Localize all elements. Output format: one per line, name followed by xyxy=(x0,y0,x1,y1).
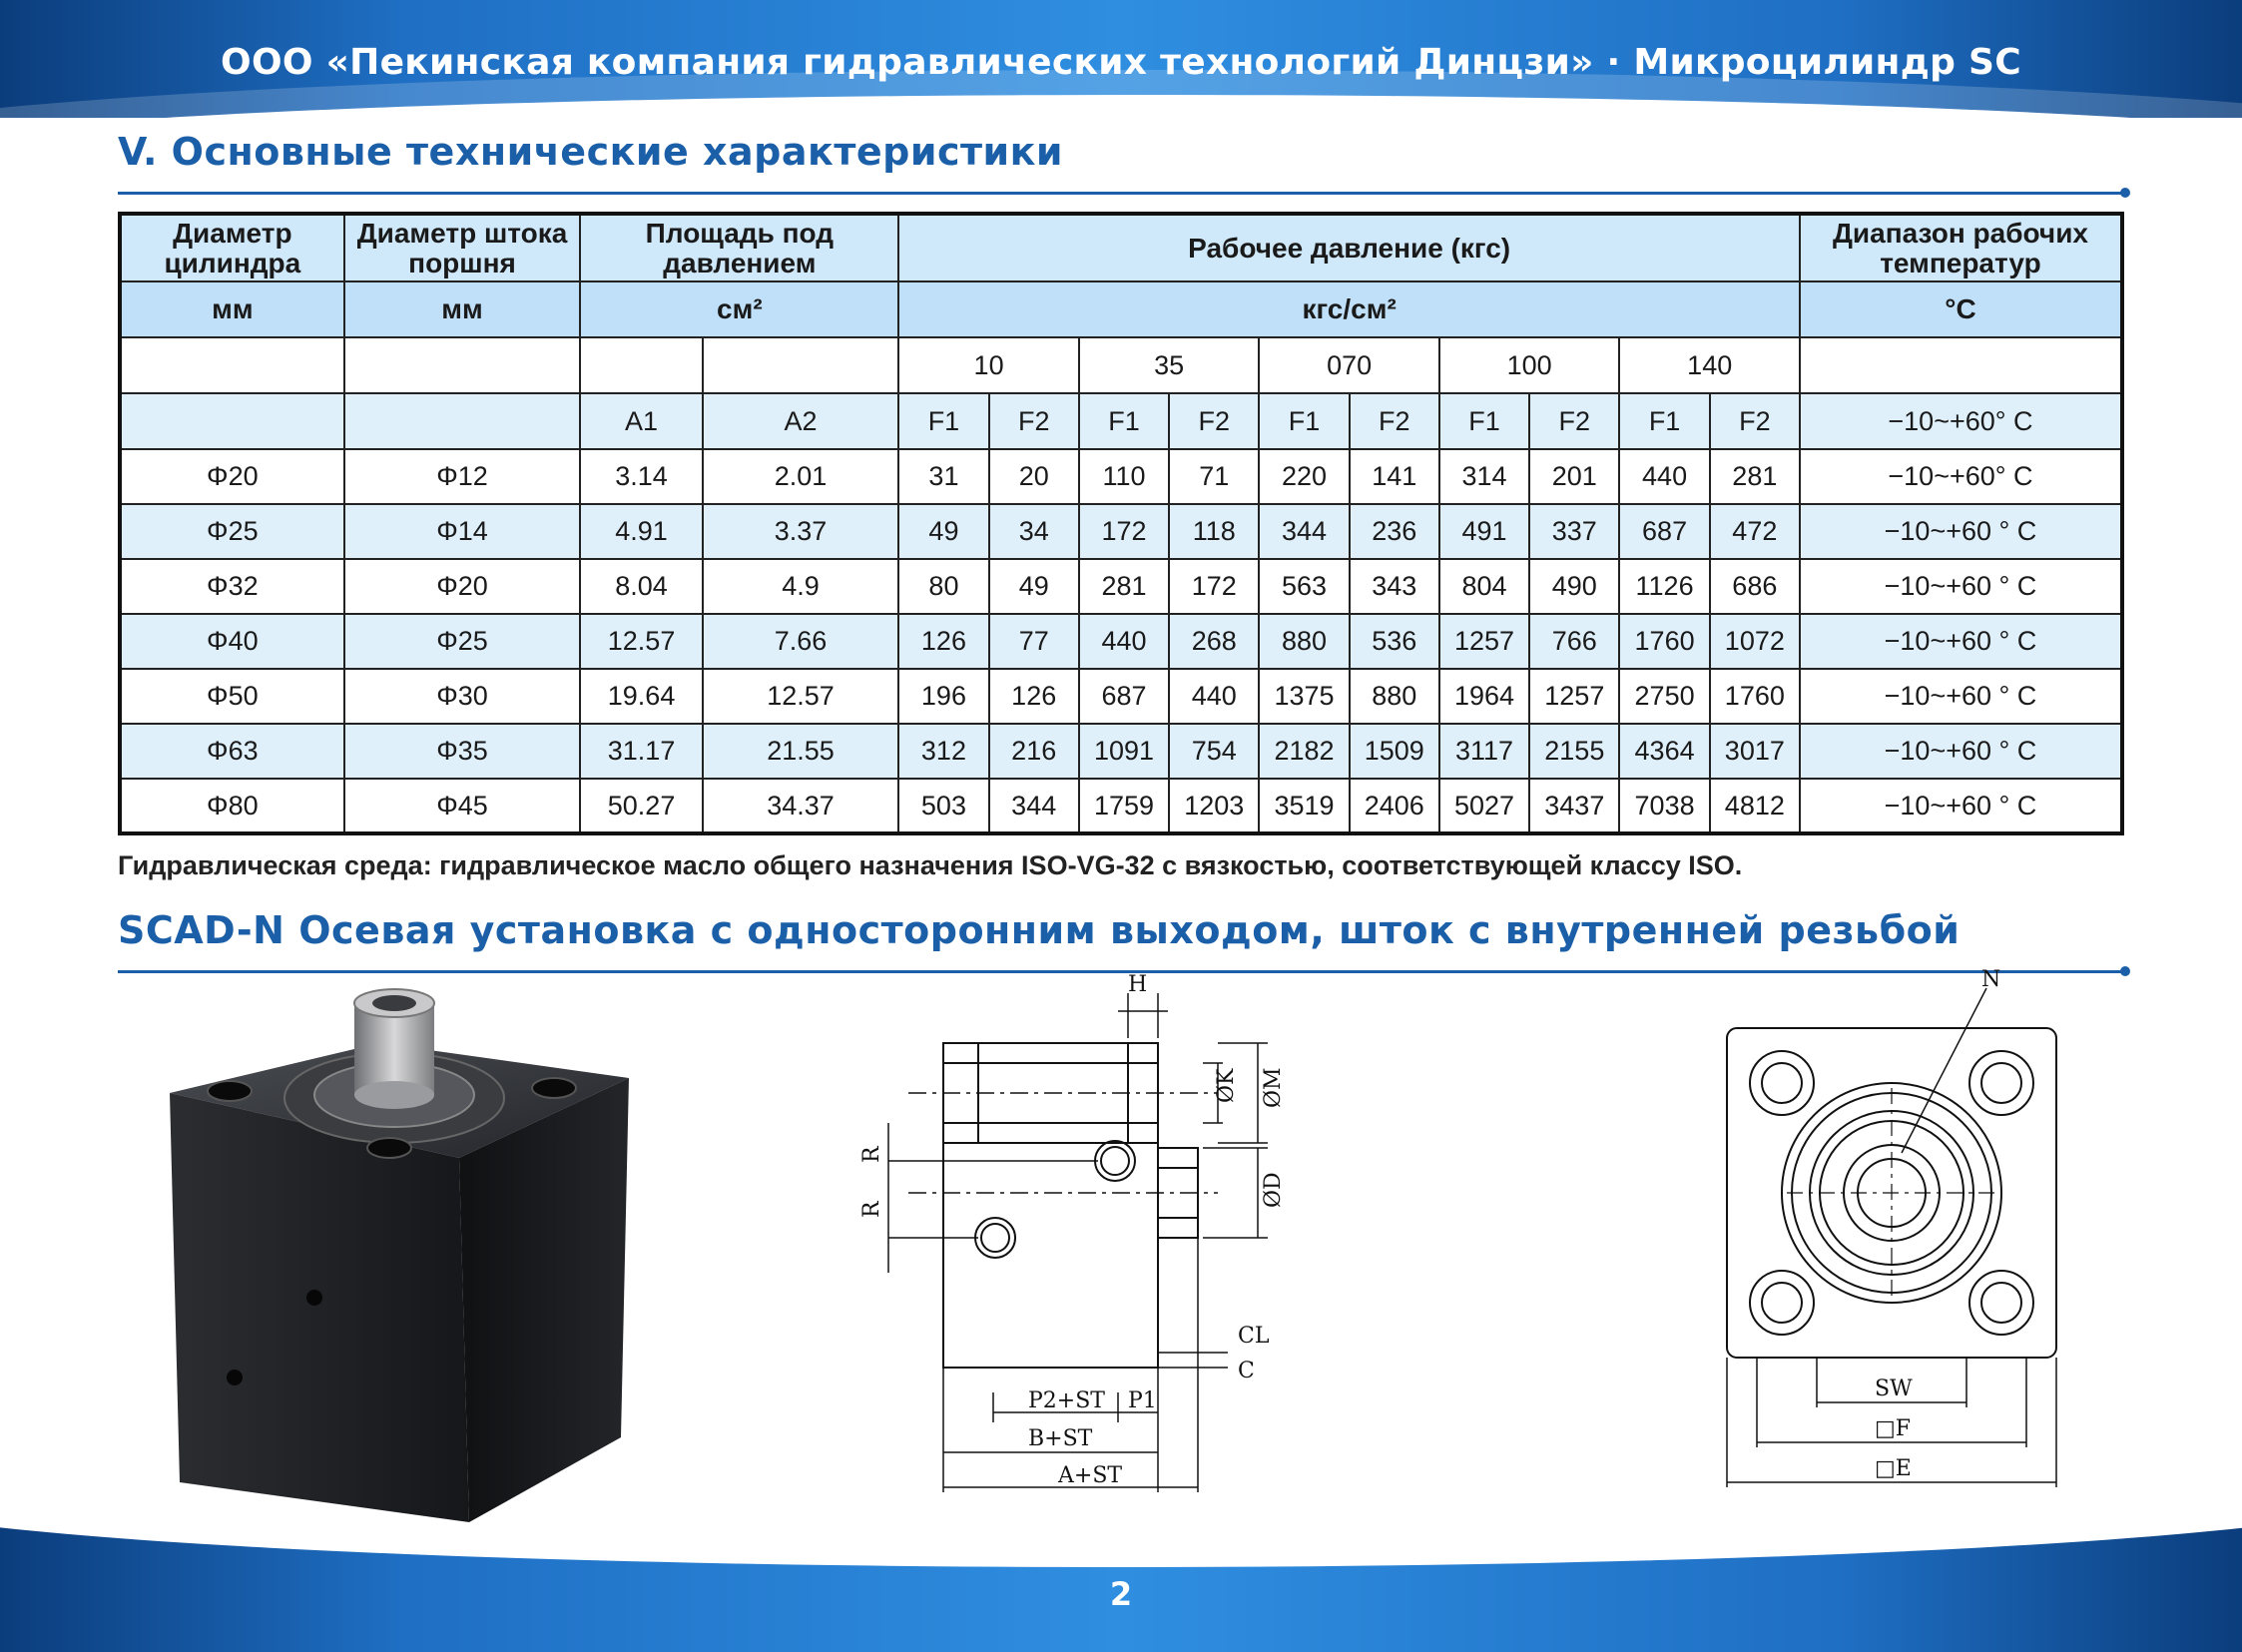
force-cell: 126 xyxy=(898,614,988,669)
force-cell: 1257 xyxy=(1439,614,1529,669)
a2-cell: 3.37 xyxy=(703,504,899,559)
pressure-value: 140 xyxy=(1619,337,1800,393)
a1-cell: 4.91 xyxy=(580,504,702,559)
force-cell: 236 xyxy=(1350,504,1439,559)
empty-cell xyxy=(120,393,344,449)
temp-range: −10~+60° C xyxy=(1800,393,2122,449)
table-row xyxy=(120,614,2122,669)
force-cell: 2750 xyxy=(1619,669,1709,724)
a1-cell: 3.14 xyxy=(580,449,702,504)
header-bore: Диаметр цилиндра xyxy=(120,214,344,281)
force-cell: 3519 xyxy=(1259,779,1349,833)
force-cell: 804 xyxy=(1439,559,1529,614)
force-cell: 440 xyxy=(1169,669,1259,724)
force-cell: 49 xyxy=(898,504,988,559)
photo-front-face xyxy=(170,1093,469,1522)
force-cell: 536 xyxy=(1350,614,1439,669)
a2-cell: 21.55 xyxy=(703,724,899,779)
a1-cell: 8.04 xyxy=(580,559,702,614)
force-cell: 1072 xyxy=(1710,614,1800,669)
force-cell: 686 xyxy=(1710,559,1800,614)
temp-cell: −10~+60 ° C xyxy=(1800,669,2122,724)
dim-CL: CL xyxy=(1238,1324,1270,1349)
force-cell: 687 xyxy=(1079,669,1169,724)
bore-cell: Φ80 xyxy=(120,779,344,833)
force-cell: 5027 xyxy=(1439,779,1529,833)
dim-D: ØD xyxy=(1261,1172,1286,1208)
force-cell: 2182 xyxy=(1259,724,1349,779)
force-cell: 503 xyxy=(898,779,988,833)
cylinder-photo xyxy=(160,983,639,1522)
unit-rod: мм xyxy=(344,281,581,337)
force-cell: 126 xyxy=(989,669,1079,724)
empty-cell xyxy=(703,337,899,393)
force-cell: 71 xyxy=(1169,449,1259,504)
table-row xyxy=(120,449,2122,504)
dim-M: ØM xyxy=(1261,1067,1286,1108)
a2-cell: 7.66 xyxy=(703,614,899,669)
force-cell: 80 xyxy=(898,559,988,614)
force-cell: 343 xyxy=(1350,559,1439,614)
rod-cell: Φ35 xyxy=(344,724,581,779)
empty-cell xyxy=(344,393,581,449)
bore-cell: Φ32 xyxy=(120,559,344,614)
force-cell: 49 xyxy=(989,559,1079,614)
rod-cell: Φ30 xyxy=(344,669,581,724)
dim-SW: SW xyxy=(1875,1377,1913,1401)
header-rod: Диаметр штока поршня xyxy=(344,214,581,281)
unit-temp: °C xyxy=(1800,281,2122,337)
force-cell: 1375 xyxy=(1259,669,1349,724)
force-cell: 1760 xyxy=(1710,669,1800,724)
pressure-value: 35 xyxy=(1079,337,1260,393)
temp-cell: −10~+60 ° C xyxy=(1800,724,2122,779)
rod-cell: Φ25 xyxy=(344,614,581,669)
table-row xyxy=(120,779,2122,833)
force-cell: 20 xyxy=(989,449,1079,504)
banner-wave-white xyxy=(0,1527,2242,1567)
force-cell: 344 xyxy=(989,779,1079,833)
force-cell: 34 xyxy=(989,504,1079,559)
temp-cell: −10~+60 ° C xyxy=(1800,559,2122,614)
section-title-specs: V. Основные технические характеристики xyxy=(118,130,1064,174)
table-row xyxy=(120,724,2122,779)
bore-cell: Φ20 xyxy=(120,449,344,504)
force-cell: 314 xyxy=(1439,449,1529,504)
dim-R: R xyxy=(859,1201,884,1218)
force-cell: 3437 xyxy=(1529,779,1619,833)
force-cell: 687 xyxy=(1619,504,1709,559)
dim-K: ØK xyxy=(1214,1068,1239,1103)
force-cell: 563 xyxy=(1259,559,1349,614)
force-cell: 196 xyxy=(898,669,988,724)
force-cell: 491 xyxy=(1439,504,1529,559)
force-cell: 110 xyxy=(1079,449,1169,504)
force-cell: 31 xyxy=(898,449,988,504)
table-row xyxy=(120,559,2122,614)
force-cell: 2406 xyxy=(1350,779,1439,833)
temp-cell: −10~+60 ° C xyxy=(1800,614,2122,669)
label-a1: A1 xyxy=(580,393,702,449)
force-cell: 440 xyxy=(1079,614,1169,669)
dim-R: R xyxy=(859,1146,884,1163)
force-cell: 1126 xyxy=(1619,559,1709,614)
a1-cell: 31.17 xyxy=(580,724,702,779)
a1-cell: 50.27 xyxy=(580,779,702,833)
a1-cell: 12.57 xyxy=(580,614,702,669)
pressure-value: 100 xyxy=(1439,337,1620,393)
force-cell: 216 xyxy=(989,724,1079,779)
force-cell: 344 xyxy=(1259,504,1349,559)
force-cell: 1257 xyxy=(1529,669,1619,724)
dim-P1: P1 xyxy=(1128,1388,1157,1413)
force-cell: 77 xyxy=(989,614,1079,669)
force-cell: 337 xyxy=(1529,504,1619,559)
pressure-value: 10 xyxy=(898,337,1079,393)
force-cell: 281 xyxy=(1710,449,1800,504)
spec-table xyxy=(118,212,2124,835)
force-cell: 1509 xyxy=(1350,724,1439,779)
temp-cell: −10~+60 ° C xyxy=(1800,504,2122,559)
a2-cell: 34.37 xyxy=(703,779,899,833)
rod-cell: Φ12 xyxy=(344,449,581,504)
label-f1: F1 xyxy=(898,393,988,449)
rod-cell: Φ14 xyxy=(344,504,581,559)
label-f2: F2 xyxy=(1169,393,1259,449)
force-cell: 281 xyxy=(1079,559,1169,614)
dim-H: H xyxy=(1128,973,1148,997)
force-cell: 220 xyxy=(1259,449,1349,504)
force-cell: 2155 xyxy=(1529,724,1619,779)
header-area: Площадь под давлением xyxy=(580,214,898,281)
label-f1: F1 xyxy=(1079,393,1169,449)
label-f2: F2 xyxy=(1350,393,1439,449)
force-cell: 4364 xyxy=(1619,724,1709,779)
force-cell: 754 xyxy=(1169,724,1259,779)
unit-pressure: кгс/см² xyxy=(898,281,1800,337)
force-cell: 7038 xyxy=(1619,779,1709,833)
force-cell: 201 xyxy=(1529,449,1619,504)
force-cell: 3117 xyxy=(1439,724,1529,779)
force-cell: 3017 xyxy=(1710,724,1800,779)
table-row xyxy=(120,669,2122,724)
bore-cell: Φ25 xyxy=(120,504,344,559)
section-title-scad: SCAD-N Осевая установка с односторонним выходом, шток с внутренней резьбой xyxy=(118,908,1961,952)
force-cell: 1091 xyxy=(1079,724,1169,779)
unit-area: см² xyxy=(580,281,898,337)
force-cell: 312 xyxy=(898,724,988,779)
label-f2: F2 xyxy=(1710,393,1800,449)
header-pressure: Рабочее давление (кгс) xyxy=(898,214,1800,281)
dim-BST: B+ST xyxy=(1028,1426,1093,1451)
side-view-drawing xyxy=(848,973,1427,1512)
a1-cell: 19.64 xyxy=(580,669,702,724)
rod-cell: Φ20 xyxy=(344,559,581,614)
dim-AST: A+ST xyxy=(1058,1463,1123,1488)
dim-E: □E xyxy=(1875,1456,1912,1481)
label-f2: F2 xyxy=(1529,393,1619,449)
force-cell: 1759 xyxy=(1079,779,1169,833)
label-f1: F1 xyxy=(1439,393,1529,449)
force-cell: 172 xyxy=(1079,504,1169,559)
bore-cell: Φ40 xyxy=(120,614,344,669)
label-a2: A2 xyxy=(703,393,899,449)
section-divider xyxy=(118,192,2124,195)
page-number: 2 xyxy=(1109,1575,1133,1613)
hydraulic-medium-note: Гидравлическая среда: гидравлическое масло общего назначения ISO-VG-32 с вязкостью, соответствующей классу ISO. xyxy=(118,850,1743,880)
force-cell: 880 xyxy=(1350,669,1439,724)
force-cell: 118 xyxy=(1169,504,1259,559)
force-cell: 1964 xyxy=(1439,669,1529,724)
unit-bore: мм xyxy=(120,281,344,337)
force-cell: 172 xyxy=(1169,559,1259,614)
bore-cell: Φ63 xyxy=(120,724,344,779)
force-cell: 1203 xyxy=(1169,779,1259,833)
force-cell: 440 xyxy=(1619,449,1709,504)
empty-cell xyxy=(344,337,581,393)
empty-cell xyxy=(120,337,344,393)
a2-cell: 12.57 xyxy=(703,669,899,724)
force-cell: 880 xyxy=(1259,614,1349,669)
temp-cell: −10~+60 ° C xyxy=(1800,779,2122,833)
pressure-value: 070 xyxy=(1259,337,1439,393)
bore-cell: Φ50 xyxy=(120,669,344,724)
empty-cell xyxy=(580,337,702,393)
a2-cell: 2.01 xyxy=(703,449,899,504)
dim-N: N xyxy=(1981,968,2001,992)
dim-C: C xyxy=(1238,1359,1255,1383)
label-f2: F2 xyxy=(989,393,1079,449)
header-title: ООО «Пекинская компания гидравлических технологий Динцзи» · Микроцилиндр SC xyxy=(221,42,2021,83)
force-cell: 490 xyxy=(1529,559,1619,614)
label-f1: F1 xyxy=(1619,393,1709,449)
dim-P2ST: P2+ST xyxy=(1028,1388,1105,1413)
a2-cell: 4.9 xyxy=(703,559,899,614)
front-view-drawing xyxy=(1697,968,2096,1527)
table-row xyxy=(120,504,2122,559)
dim-F: □F xyxy=(1875,1416,1912,1441)
rod-cell: Φ45 xyxy=(344,779,581,833)
temp-cell: −10~+60° C xyxy=(1800,449,2122,504)
force-cell: 1760 xyxy=(1619,614,1709,669)
force-cell: 766 xyxy=(1529,614,1619,669)
force-cell: 141 xyxy=(1350,449,1439,504)
empty-cell xyxy=(1800,337,2122,393)
header-temp: Диапазон рабочих температур xyxy=(1800,214,2122,281)
force-cell: 4812 xyxy=(1710,779,1800,833)
label-f1: F1 xyxy=(1259,393,1349,449)
force-cell: 472 xyxy=(1710,504,1800,559)
force-cell: 268 xyxy=(1169,614,1259,669)
